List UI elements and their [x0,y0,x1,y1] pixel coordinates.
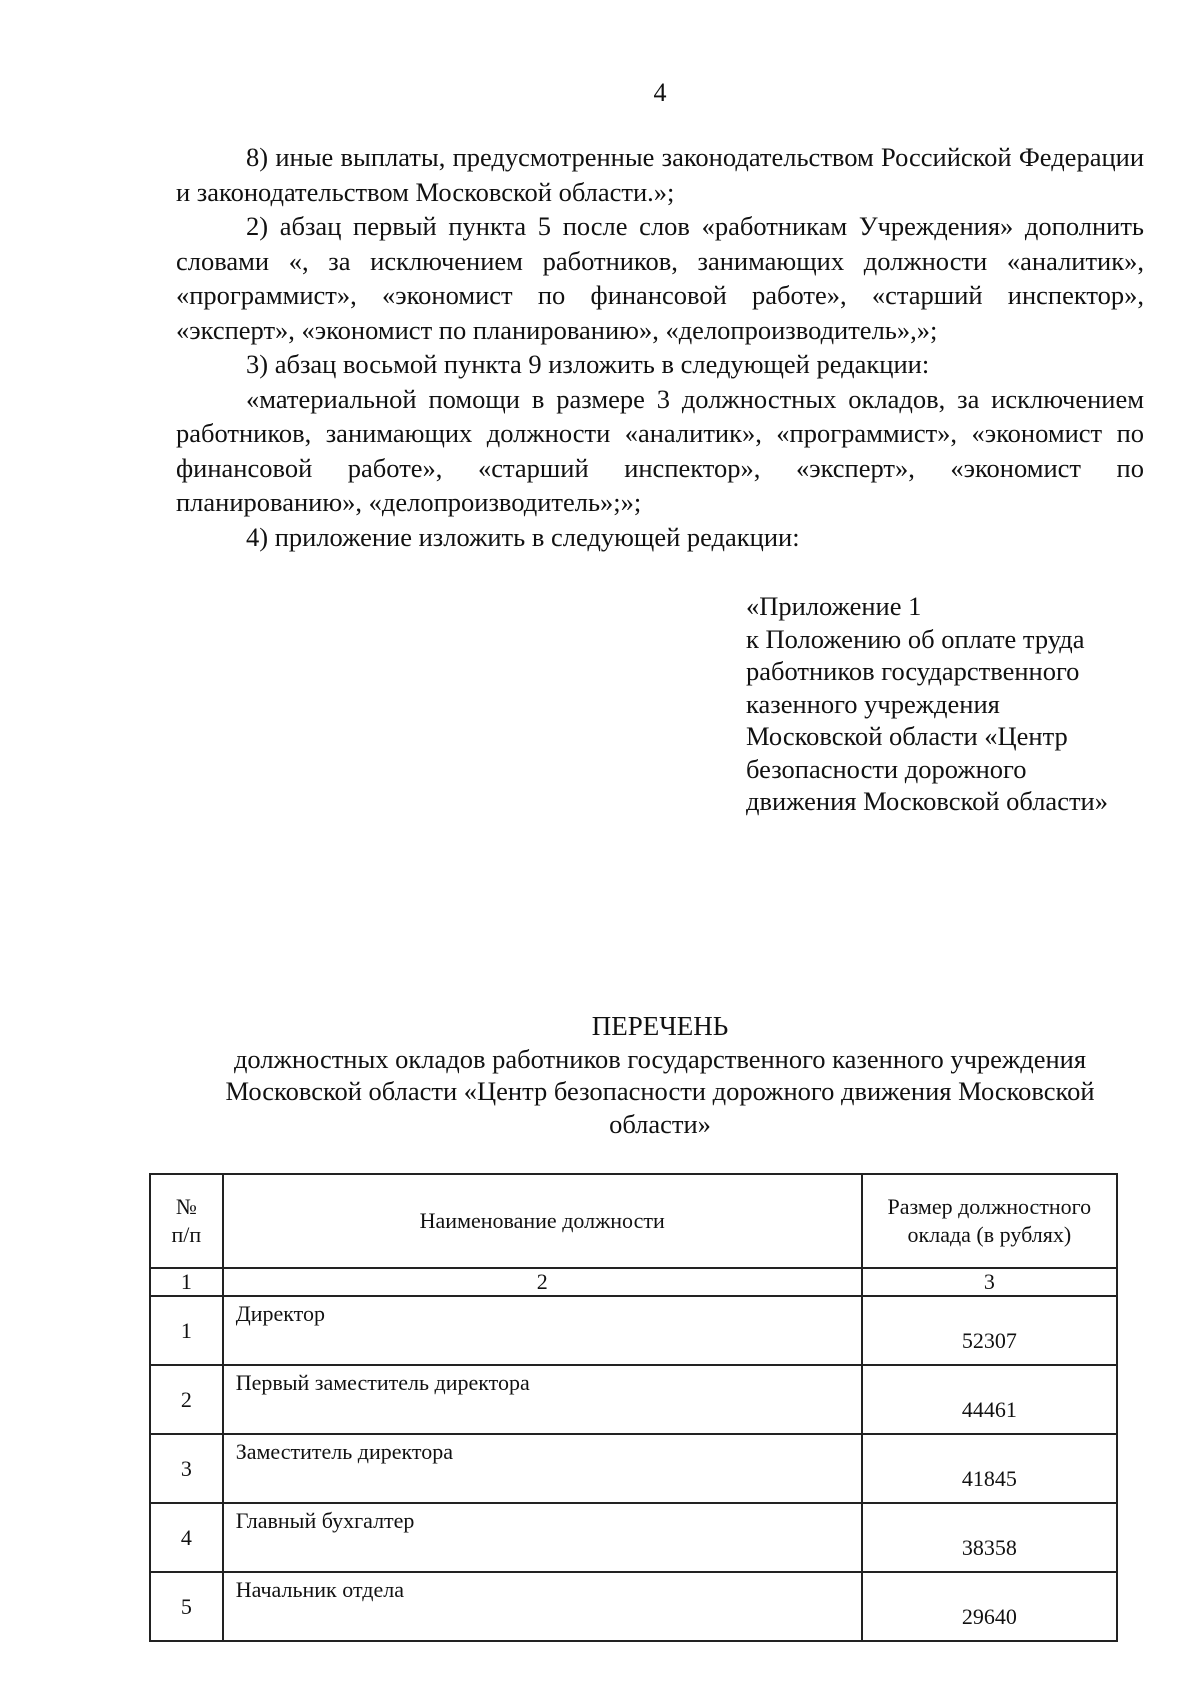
header-salary [862,1174,1117,1268]
header-number [150,1174,223,1268]
header-salary-line: оклада (в рублях) [907,1222,1072,1247]
salary-value: 41845 [862,1434,1117,1503]
header-number-symbol: № [175,1194,197,1219]
row-number: 2 [150,1365,223,1434]
column-index: 2 [223,1268,862,1296]
salary-value: 44461 [862,1365,1117,1434]
appendix-line: к Положению об оплате труда [746,623,1085,654]
paragraph-amendment-2: 2) абзац первый пункта 5 после слов «работникам Учреждения» дополнить словами «, за исключением работников, занимающих должности «аналитик», «программист», «экономист по финансовой работе», «старший инспектор», «эксперт», «экономист по планированию», «делопроизводитель»,»; [176,211,1144,345]
position-name: Заместитель директора [223,1434,862,1503]
position-name: Начальник отдела [223,1572,862,1641]
header-salary-line: Размер должностного [887,1194,1092,1219]
column-index-row [150,1268,1117,1296]
list-subtitle-line: Московской области «Центр безопасности дорожного движения Московской [225,1076,1095,1106]
table-header-row [150,1174,1117,1268]
row-number: 4 [150,1503,223,1572]
header-number-label: п/п [171,1222,202,1247]
table-row [150,1434,1117,1503]
row-number: 3 [150,1434,223,1503]
list-subtitle-line: должностных окладов работников государственного казенного учреждения [233,1043,1087,1074]
page-number: 4 [653,78,667,107]
salary-value: 29640 [862,1572,1117,1641]
table-row [150,1572,1117,1641]
list-heading [176,1010,1144,1140]
appendix-line: Московской области «Центр [746,721,1068,751]
salary-table [149,1173,1118,1642]
appendix-header [746,590,1166,818]
row-number: 5 [150,1572,223,1641]
position-name: Главный бухгалтер [223,1503,862,1572]
salary-value: 52307 [862,1296,1117,1365]
paragraph-item-8: 8) иные выплаты, предусмотренные законодательством Российской Федерации и законодательством Московской области.»; [176,142,1144,207]
list-subtitle-line: области» [609,1108,711,1139]
appendix-line: безопасности дорожного [746,753,1027,784]
paragraph-amendment-3: 3) абзац восьмой пункта 9 изложить в следующей редакции: [246,349,930,379]
column-index: 1 [150,1268,223,1296]
row-number: 1 [150,1296,223,1365]
appendix-line: «Приложение 1 [746,591,922,621]
position-name: Директор [223,1296,862,1365]
appendix-line: казенного учреждения [746,688,1000,719]
appendix-line: движения Московской области» [746,786,1108,816]
table-row [150,1365,1117,1434]
table-row [150,1296,1117,1365]
appendix-line: работников государственного [746,656,1080,686]
table-row [150,1503,1117,1572]
header-position-name: Наименование должности [223,1174,862,1268]
list-title: ПЕРЕЧЕНЬ [591,1011,729,1041]
column-index: 3 [862,1268,1117,1296]
position-name: Первый заместитель директора [223,1365,862,1434]
body-text [176,140,1144,554]
paragraph-amendment-4: 4) приложение изложить в следующей редакции: [246,521,800,552]
paragraph-material-aid: «материальной помощи в размере 3 должностных окладов, за исключением работников, занимающих должности «аналитик», «программист», «экономист по финансовой работе», «старший инспектор», «эксперт», «экономист по планированию», «делопроизводитель»;»; [176,383,1144,517]
salary-value: 38358 [862,1503,1117,1572]
